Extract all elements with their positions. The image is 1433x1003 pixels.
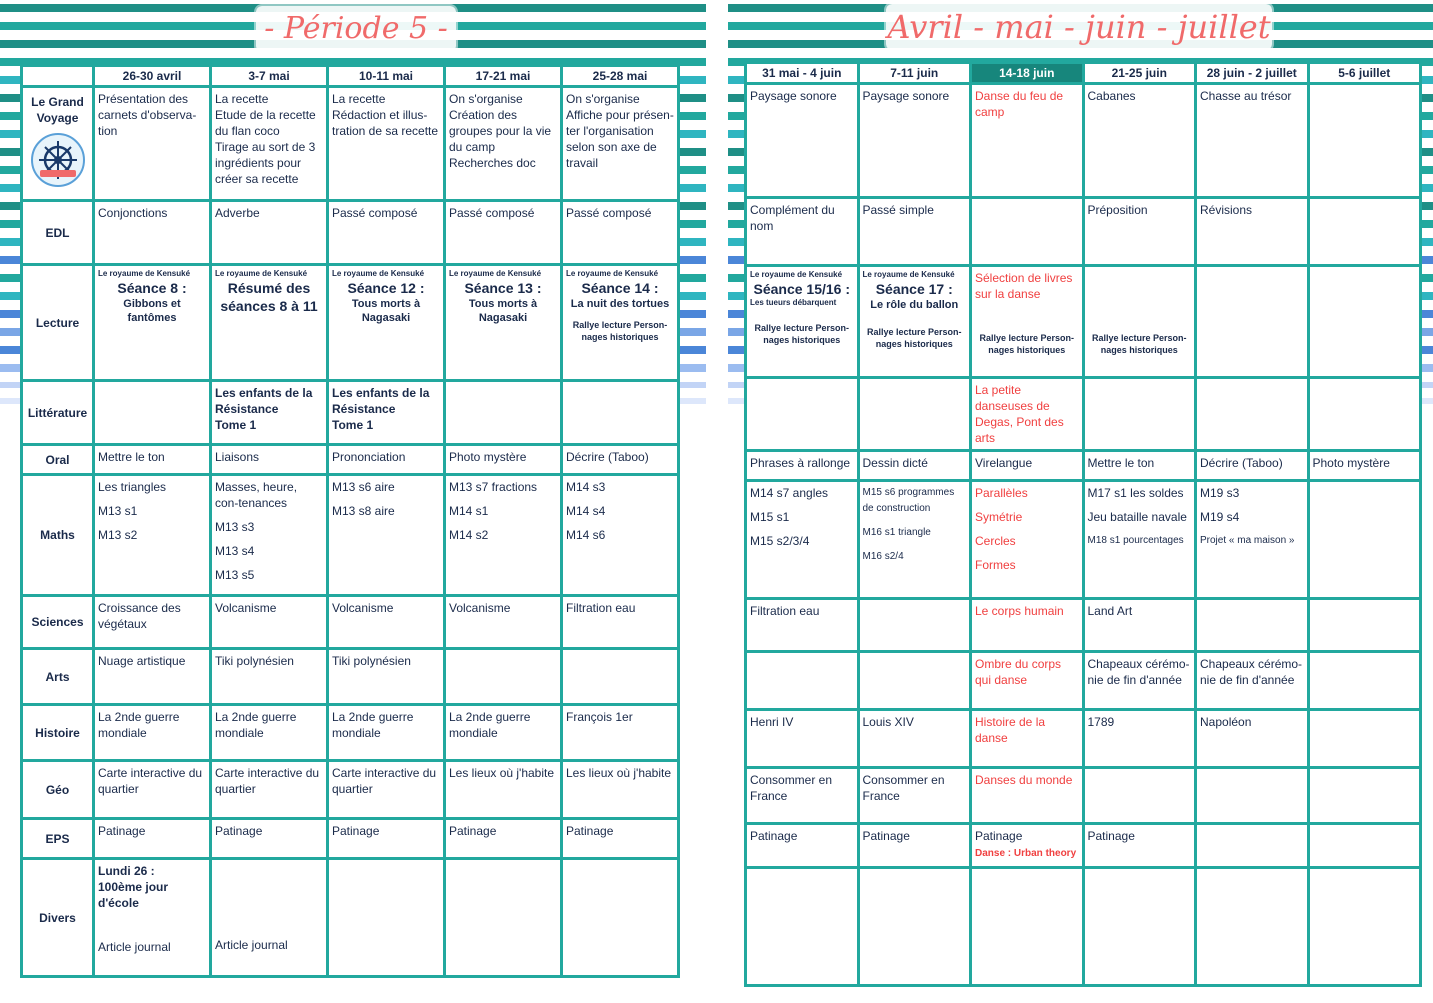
session-title: Séance 12 : <box>347 280 425 296</box>
week-header: 31 mai - 4 juin <box>746 63 859 84</box>
row-lecture <box>746 266 1421 378</box>
cell <box>746 652 859 710</box>
cell: La 2nde guerre mondiale <box>94 705 211 761</box>
right-page-title: Avril - mai - juin - juillet <box>886 4 1272 50</box>
cell: Le corps humain <box>971 599 1084 652</box>
book-source: Le royaume de Kensuké <box>332 269 425 278</box>
cell-line: M19 s4 <box>1200 510 1240 524</box>
row-litterature <box>746 378 1421 451</box>
cell: Passé composé <box>445 201 562 265</box>
session-subtitle: La nuit des tortues <box>570 298 670 310</box>
cell <box>1196 868 1309 986</box>
cell <box>858 266 971 378</box>
cell: Patinage <box>746 824 859 868</box>
book-source: Le royaume de Kensuké <box>98 269 191 278</box>
cell: Tiki polynésien <box>328 649 445 705</box>
session-title: Séance 13 : <box>464 280 542 296</box>
week-header: 7-11 juin <box>858 63 971 84</box>
cell <box>562 87 679 201</box>
cell-line: Symétrie <box>975 510 1023 524</box>
cell: Photo mystère <box>445 445 562 475</box>
session-title: Séance 17 : <box>875 281 953 297</box>
cell-line: M18 s1 pourcentages <box>1087 535 1184 546</box>
week-header: 5-6 juillet <box>1308 63 1421 84</box>
cell: Conjonctions <box>94 201 211 265</box>
cell-line: M19 s3 <box>1200 486 1240 500</box>
cell <box>971 824 1084 868</box>
row-sciences <box>746 599 1421 652</box>
row-oral <box>22 445 679 475</box>
rallye-note: Rallye lecture Person-nages historiques <box>1091 333 1187 355</box>
week-header: 17-21 mai <box>445 66 562 87</box>
row-label-edl: EDL <box>22 201 94 265</box>
cell-line: M14 s1 <box>449 504 489 518</box>
cell <box>445 265 562 381</box>
row-project <box>746 84 1421 198</box>
week-header: 10-11 mai <box>328 66 445 87</box>
cell: Henri IV <box>746 710 859 768</box>
cell: Patinage <box>211 819 328 859</box>
cell-text: La recette Rédaction et illus-tration de sa recette <box>332 92 439 138</box>
left-page <box>0 0 706 1003</box>
week-header: 21-25 juin <box>1083 63 1196 84</box>
cell <box>971 198 1084 266</box>
cell-line: Projet « ma maison » <box>1200 535 1295 546</box>
cell <box>1083 266 1196 378</box>
week-header: 25-28 mai <box>562 66 679 87</box>
cell: Mettre le ton <box>1083 451 1196 481</box>
cell: Filtration eau <box>562 596 679 649</box>
cell: Tiki polynésien <box>211 649 328 705</box>
cell: Chasse au trésor <box>1196 84 1309 198</box>
cell-line: M14 s4 <box>566 504 606 518</box>
cell <box>1308 868 1421 986</box>
right-schedule-table <box>744 61 1422 987</box>
cell <box>211 475 328 596</box>
cell: Décrire (Taboo) <box>1196 451 1309 481</box>
cell <box>746 266 859 378</box>
cell: Consommer en France <box>858 768 971 824</box>
cell-text: Sélection de livres sur la danse <box>975 271 1073 301</box>
cell <box>328 475 445 596</box>
cell-line: M13 s5 <box>215 568 255 582</box>
cell <box>1196 768 1309 824</box>
cell: Liaisons <box>211 445 328 475</box>
cell: Cabanes <box>1083 84 1196 198</box>
row-divers <box>22 859 679 977</box>
cell-line: M13 s1 <box>98 504 138 518</box>
cell <box>211 87 328 201</box>
row-label-histoire: Histoire <box>22 705 94 761</box>
row-label-sciences: Sciences <box>22 596 94 649</box>
cell <box>1308 266 1421 378</box>
row-arts <box>746 652 1421 710</box>
row-histoire <box>746 710 1421 768</box>
row-grand-voyage <box>22 87 679 201</box>
cell <box>445 859 562 977</box>
cell: Les lieux où j'habite <box>562 761 679 819</box>
cell-line: M15 s2/3/4 <box>750 534 810 548</box>
cell: Patinage <box>445 819 562 859</box>
cell: La 2nde guerre mondiale <box>445 705 562 761</box>
cell <box>211 265 328 381</box>
cell-line: M14 s7 angles <box>750 486 829 500</box>
cell: Complément du nom <box>746 198 859 266</box>
cell: Passé composé <box>562 201 679 265</box>
rallye-note: Rallye lecture Person-nages historiques <box>754 323 850 345</box>
cell: Louis XIV <box>858 710 971 768</box>
cell: 1789 <box>1083 710 1196 768</box>
cell: Photo mystère <box>1308 451 1421 481</box>
session-subtitle: Le rôle du ballon <box>870 299 959 311</box>
cell-line: Formes <box>975 558 1016 572</box>
session-title: Résumé des séances 8 à 11 <box>220 280 318 314</box>
label-line: Le Grand <box>31 95 84 109</box>
ship-wheel-logo-icon <box>30 132 86 188</box>
cell: Les enfants de la Résistance Tome 1 <box>211 381 328 445</box>
cell-line: M14 s6 <box>566 528 606 542</box>
cell-line: M13 s7 fractions <box>449 480 538 494</box>
week-header: 28 juin - 2 juillet <box>1196 63 1309 84</box>
rallye-note: Rallye lecture Person-nages historiques <box>979 333 1075 355</box>
cell-line: M15 s6 programmes de construction <box>862 487 955 514</box>
session-subtitle: Les tueurs débarquent <box>750 298 837 307</box>
cell: Ombre du corps qui danse <box>971 652 1084 710</box>
cell-text: La recette Etude de la recette du flan coco Tirage au sort de 3 ingrédients pour créer sa recette <box>215 92 316 186</box>
cell-top: Lundi 26 : 100ème jour d'école <box>98 864 169 910</box>
cell: Land Art <box>1083 599 1196 652</box>
cell <box>1308 768 1421 824</box>
cell: Décrire (Taboo) <box>562 445 679 475</box>
cell <box>1308 710 1421 768</box>
cell <box>1196 824 1309 868</box>
cell: La 2nde guerre mondiale <box>211 705 328 761</box>
header-row <box>22 66 679 87</box>
header-row <box>746 63 1421 84</box>
cell-line: M14 s2 <box>449 528 489 542</box>
cell <box>328 87 445 201</box>
cell <box>1083 768 1196 824</box>
cell <box>1308 652 1421 710</box>
cell: Patinage <box>858 824 971 868</box>
row-geo <box>22 761 679 819</box>
cell-line: M15 s1 <box>750 510 790 524</box>
cell: Patinage <box>94 819 211 859</box>
row-geo <box>746 768 1421 824</box>
cell: Prononciation <box>328 445 445 475</box>
row-label-lecture: Lecture <box>22 265 94 381</box>
session-subtitle: Gibbons et fantômes <box>123 298 181 324</box>
cell: Filtration eau <box>746 599 859 652</box>
row-label-litterature: Littérature <box>22 381 94 445</box>
cell: Passé composé <box>328 201 445 265</box>
row-edl <box>22 201 679 265</box>
cell: Passé simple <box>858 198 971 266</box>
cell <box>211 859 328 977</box>
cell-top <box>215 863 323 937</box>
cell: Carte interactive du quartier <box>211 761 328 819</box>
cell: Mettre le ton <box>94 445 211 475</box>
cell: Croissance des végétaux <box>94 596 211 649</box>
cell-line: M13 s2 <box>98 528 138 542</box>
cell <box>746 481 859 599</box>
cell: Volcanisme <box>328 596 445 649</box>
cell <box>858 378 971 451</box>
cell-line: M13 s4 <box>215 544 255 558</box>
session-title: Séance 14 : <box>581 280 659 296</box>
book-source: Le royaume de Kensuké <box>449 269 542 278</box>
cell: Danse du feu de camp <box>971 84 1084 198</box>
row-maths <box>22 475 679 596</box>
cell: Dessin dicté <box>858 451 971 481</box>
row-oral <box>746 451 1421 481</box>
week-header-highlighted: 14-18 juin <box>971 63 1084 84</box>
cell-line: M16 s1 triangle <box>862 527 931 538</box>
cell: Présentation des carnets d'observa-tion <box>94 87 211 201</box>
cell-line: Parallèles <box>975 486 1028 500</box>
row-eps <box>746 824 1421 868</box>
cell: La petite danseuses de Degas, Pont des arts <box>971 378 1084 451</box>
cell: Histoire de la danse <box>971 710 1084 768</box>
cell: Danses du monde <box>971 768 1084 824</box>
cell <box>1196 266 1309 378</box>
cell: Phrases à rallonge <box>746 451 859 481</box>
row-edl <box>746 198 1421 266</box>
cell: Volcanisme <box>445 596 562 649</box>
cell: Chapeaux cérémo-nie de fin d'année <box>1196 652 1309 710</box>
cell: Patinage <box>1083 824 1196 868</box>
cell <box>971 481 1084 599</box>
cell: Paysage sonore <box>746 84 859 198</box>
cell <box>858 481 971 599</box>
cell: Carte interactive du quartier <box>328 761 445 819</box>
cell <box>328 859 445 977</box>
cell <box>562 475 679 596</box>
cell-line: M13 s3 <box>215 520 255 534</box>
cell: Adverbe <box>211 201 328 265</box>
cell-text: On s'organise Affiche pour présen-ter l'organisation selon son axe de travail <box>566 92 674 170</box>
row-eps <box>22 819 679 859</box>
cell: Virelangue <box>971 451 1084 481</box>
row-label-eps: EPS <box>22 819 94 859</box>
row-divers <box>746 868 1421 986</box>
cell <box>858 868 971 986</box>
left-page-title: - Période 5 - <box>256 6 456 52</box>
book-source: Le royaume de Kensuké <box>215 269 308 278</box>
row-litterature <box>22 381 679 445</box>
cell <box>562 649 679 705</box>
row-lecture <box>22 265 679 381</box>
cell: Paysage sonore <box>858 84 971 198</box>
cell <box>445 475 562 596</box>
cell <box>1196 599 1309 652</box>
cell <box>1196 378 1309 451</box>
cell <box>858 652 971 710</box>
cell <box>445 649 562 705</box>
cell-line: Cercles <box>975 534 1016 548</box>
cell <box>1196 481 1309 599</box>
cell <box>971 266 1084 378</box>
week-header: 3-7 mai <box>211 66 328 87</box>
session-title: Séance 15/16 : <box>753 281 850 297</box>
cell: Carte interactive du quartier <box>94 761 211 819</box>
row-label-grand-voyage <box>22 87 94 201</box>
cell <box>746 868 859 986</box>
cell <box>1083 481 1196 599</box>
cell <box>445 381 562 445</box>
cell-text: On s'organise Création des groupes pour la vie du camp Recherches doc <box>449 92 552 170</box>
cell: La 2nde guerre mondiale <box>328 705 445 761</box>
cell-line: M17 s1 les soldes <box>1087 486 1184 500</box>
cell: Révisions <box>1196 198 1309 266</box>
cell <box>858 599 971 652</box>
book-source: Le royaume de Kensuké <box>566 269 659 278</box>
row-label-arts: Arts <box>22 649 94 705</box>
cell-bottom: Article journal <box>98 940 171 954</box>
cell-line: M13 s8 aire <box>332 504 395 518</box>
cell-line: Masses, heure, con-tenances <box>215 480 298 510</box>
cell-text: Patinage <box>975 829 1023 843</box>
cell <box>1308 481 1421 599</box>
week-header: 26-30 avril <box>94 66 211 87</box>
cell <box>445 87 562 201</box>
row-label-maths: Maths <box>22 475 94 596</box>
session-title: Séance 8 : <box>117 280 187 296</box>
cell <box>328 265 445 381</box>
cell <box>1083 378 1196 451</box>
row-label-divers: Divers <box>22 859 94 977</box>
cell <box>1308 84 1421 198</box>
cell-line: Jeu bataille navale <box>1087 510 1187 524</box>
cell: Patinage <box>328 819 445 859</box>
cell-bottom: Article journal <box>215 938 288 952</box>
cell: Les enfants de la Résistance Tome 1 <box>328 381 445 445</box>
cell <box>562 859 679 977</box>
cell-line: M14 s3 <box>566 480 606 494</box>
row-label-geo: Géo <box>22 761 94 819</box>
cell <box>94 265 211 381</box>
cell <box>746 378 859 451</box>
book-source: Le royaume de Kensuké <box>750 270 843 279</box>
session-subtitle: Tous morts à Nagasaki <box>351 298 421 324</box>
cell: Patinage <box>562 819 679 859</box>
row-sciences <box>22 596 679 649</box>
corner-cell <box>22 66 94 87</box>
cell: Chapeaux cérémo-nie de fin d'année <box>1083 652 1196 710</box>
cell: Préposition <box>1083 198 1196 266</box>
row-label-oral: Oral <box>22 445 94 475</box>
cell <box>562 381 679 445</box>
left-schedule-table <box>20 64 680 978</box>
cell: Volcanisme <box>211 596 328 649</box>
cell: François 1er <box>562 705 679 761</box>
book-source: Le royaume de Kensuké <box>862 270 955 279</box>
label-line: Voyage <box>36 111 79 125</box>
cell <box>971 868 1084 986</box>
row-maths <box>746 481 1421 599</box>
cell <box>1308 599 1421 652</box>
rallye-note: Rallye lecture Person-nages historiques <box>866 327 962 349</box>
cell <box>94 859 211 977</box>
cell-line: Les triangles <box>98 480 167 494</box>
cell <box>1308 198 1421 266</box>
cell-line: M13 s6 aire <box>332 480 395 494</box>
cell-line: M16 s2/4 <box>862 551 904 562</box>
cell: Consommer en France <box>746 768 859 824</box>
session-subtitle: Tous morts à Nagasaki <box>468 298 538 324</box>
cell <box>94 381 211 445</box>
dance-note: Danse : Urban theory <box>975 848 1077 859</box>
cell: Les lieux où j'habite <box>445 761 562 819</box>
right-page <box>728 0 1433 1003</box>
cell <box>1308 378 1421 451</box>
cell <box>1308 824 1421 868</box>
cell <box>94 475 211 596</box>
cell: Napoléon <box>1196 710 1309 768</box>
cell <box>562 265 679 381</box>
rallye-note: Rallye lecture Person-nages historiques <box>572 320 668 342</box>
row-arts <box>22 649 679 705</box>
cell: Nuage artistique <box>94 649 211 705</box>
row-histoire <box>22 705 679 761</box>
cell <box>1083 868 1196 986</box>
